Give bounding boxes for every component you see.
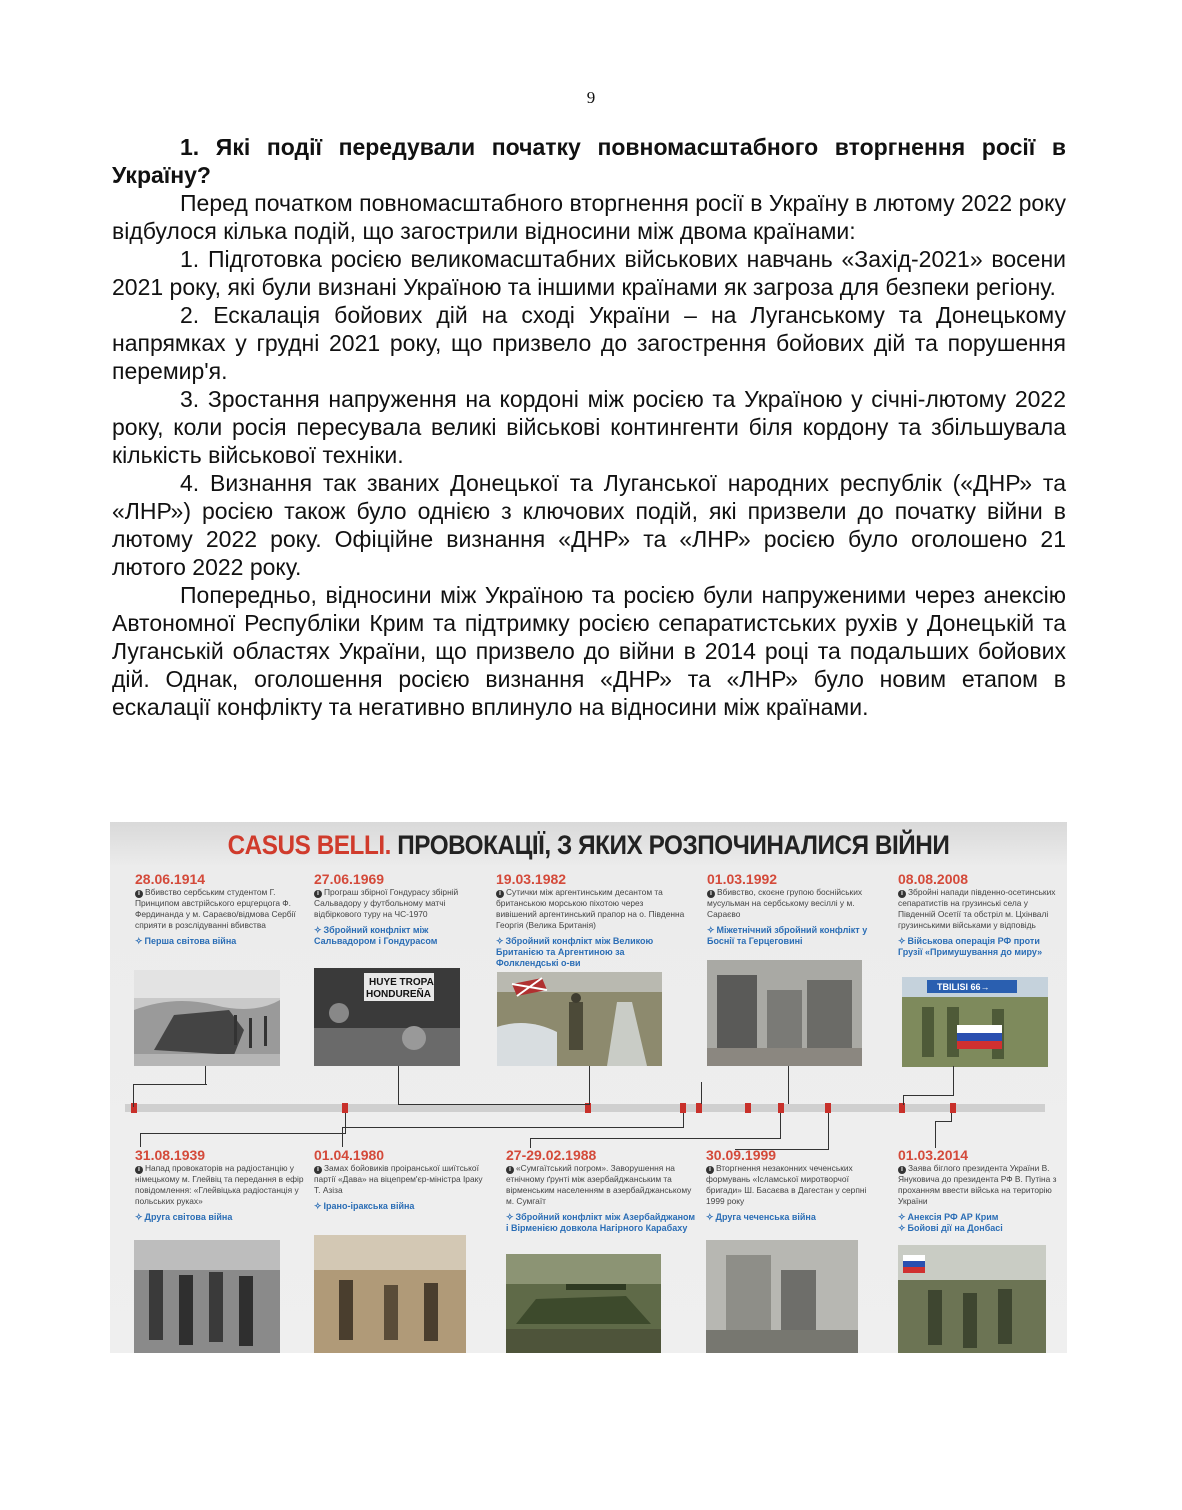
event-date: 08.08.2008 bbox=[898, 871, 969, 887]
paragraph-item-1: 1. Підготовка росією великомасштабних військових навчань «Захід-2021» восени 2021 року, які були визнані Україною та іншими країнами як загроза для безпеки регіону. bbox=[112, 246, 1066, 300]
svg-text:TBILISI 66→: TBILISI 66→ bbox=[937, 982, 990, 992]
photo-iran-iraq bbox=[314, 1235, 466, 1353]
event-description: i Вбивство, скоєне групою боснійських мусульман на сербському весіллі у м. Сараєво bbox=[707, 887, 863, 919]
tank-image bbox=[506, 1254, 661, 1353]
info-icon: i bbox=[707, 890, 715, 898]
photo-ww1-tank bbox=[134, 970, 280, 1066]
diamond-icon: ✧ bbox=[135, 936, 143, 946]
infographic-title-main: ПРОВОКАЦІЇ, З ЯКИХ РОЗПОЧИНАЛИСЯ ВІЙНИ bbox=[390, 830, 950, 860]
info-icon: i bbox=[506, 1166, 514, 1174]
conflict-label: ✧ Ірано-іракська війна bbox=[314, 1201, 415, 1211]
svg-text:HUYE TROPA: HUYE TROPA bbox=[369, 977, 434, 988]
event-date: 31.08.1939 bbox=[135, 1147, 206, 1163]
event-date: 01.03.2014 bbox=[898, 1147, 969, 1163]
connector-line bbox=[788, 1066, 790, 1104]
document-body bbox=[112, 133, 1066, 721]
conflict-label: ✧ Збройний конфлікт між Великою Британією та Аргентиною за Фолклендські о-ви bbox=[496, 936, 654, 968]
connector-line bbox=[140, 1113, 346, 1134]
event-date: 01.03.1992 bbox=[707, 871, 778, 887]
info-icon: i bbox=[898, 1166, 906, 1174]
connector-line bbox=[701, 1082, 703, 1104]
timeline-tick bbox=[342, 1103, 348, 1113]
connector-line bbox=[903, 1095, 954, 1105]
connector-line bbox=[951, 1113, 953, 1121]
event-1969 bbox=[314, 872, 489, 947]
paragraph-item-4: 4. Визнання так званих Донецької та Луганської народних республік («ДНР» та «ЛНР») росією також було однією з ключових подій, які призвели до початку війни в лютому 2022 року. Офіційне визнання «ДНР» та «ЛНР» росією було оголошено 21 лютого 2022 року. bbox=[112, 470, 1066, 580]
photo-georgia bbox=[902, 977, 1048, 1067]
info-icon: i bbox=[706, 1166, 714, 1174]
info-icon: i bbox=[135, 1166, 143, 1174]
diamond-icon: ✧ bbox=[707, 925, 715, 935]
event-2008 bbox=[898, 872, 1063, 958]
ruined-buildings-image bbox=[707, 960, 862, 1066]
conflict-label: ✧ Збройний конфлікт між Азербайджаном і Вірменією довкола Нагірного Карабаху bbox=[506, 1212, 696, 1233]
infographic-title-accent: CASUS BELLI. bbox=[227, 830, 391, 860]
photo-crimea bbox=[898, 1245, 1046, 1353]
photo-karabakh bbox=[506, 1254, 661, 1353]
falklands-image bbox=[497, 972, 662, 1066]
svg-text:HONDUREÑA: HONDUREÑA bbox=[366, 989, 431, 1000]
grozny-ruins-image bbox=[706, 1240, 858, 1353]
event-1914 bbox=[135, 872, 310, 947]
event-1939 bbox=[135, 1148, 310, 1223]
event-date: 27-29.02.1988 bbox=[506, 1147, 597, 1163]
photo-ww2 bbox=[134, 1240, 280, 1353]
event-description: i Збройні напади південно-осетинських сепаратистів на грузинські села у Південній Осетії та обстріл м. Цхінвалі грузинськими військами у відповідь bbox=[898, 887, 1056, 930]
photo-bosnia bbox=[707, 960, 862, 1066]
desert-soldiers-image bbox=[314, 1235, 466, 1353]
conflict-label: ✧ Друга чеченська війна bbox=[706, 1212, 816, 1222]
timeline-tick bbox=[745, 1103, 751, 1113]
photo-falklands bbox=[497, 972, 662, 1066]
diamond-icon: ✧ bbox=[314, 925, 322, 935]
timeline-tick bbox=[778, 1103, 784, 1113]
connector-line bbox=[953, 1066, 955, 1096]
event-1992 bbox=[707, 872, 882, 947]
tank-image bbox=[134, 970, 280, 1066]
info-icon: i bbox=[314, 890, 322, 898]
casus-belli-infographic bbox=[110, 822, 1067, 1353]
info-icon: i bbox=[314, 1166, 322, 1174]
photo-chechnya bbox=[706, 1240, 858, 1353]
diamond-icon: ✧ bbox=[898, 936, 906, 946]
event-description: i Заява біглого президента України В. Януковича до президента РФ В. Путіна з проханням ввести війська на територію України bbox=[898, 1163, 1057, 1206]
diamond-icon: ✧ bbox=[135, 1212, 143, 1222]
connector-line bbox=[342, 1127, 344, 1147]
conflict-label: ✧ Перша світова війна bbox=[135, 936, 237, 946]
diamond-icon: ✧ bbox=[506, 1212, 514, 1222]
diamond-icon: ✧ bbox=[496, 936, 504, 946]
timeline-tick bbox=[696, 1103, 702, 1113]
event-description: i Напад провокаторів на радіостанцію у німецькому м. Глейвіц та передання в ефір повідомлення: «Глейвіцька радіостанція у польських руках» bbox=[135, 1163, 304, 1206]
event-date: 27.06.1969 bbox=[314, 871, 385, 887]
diamond-icon: ✧ bbox=[898, 1223, 906, 1233]
event-1988 bbox=[506, 1148, 696, 1234]
paragraph-item-3: 3. Зростання напруження на кордоні між росією та Україною у січні-лютому 2022 року, коли росія пересувала великі військові контингенти біля кордону та збільшувала кількість військової техніки. bbox=[112, 386, 1066, 468]
conflict-label: ✧ Друга світова війна bbox=[135, 1212, 233, 1222]
diamond-icon: ✧ bbox=[898, 1212, 906, 1222]
event-description: i Замах бойовиків проіранської шиїтської партії «Дава» на віцепрем'єр-міністра Іраку Т. Азіза bbox=[314, 1163, 483, 1195]
conflict-label: ✧ Анексія РФ АР Крим bbox=[898, 1212, 999, 1222]
tbilisi-sign-image bbox=[902, 977, 1048, 1067]
event-date: 30.09.1999 bbox=[706, 1147, 777, 1163]
paragraph-item-2: 2. Ескалація бойових дій на сході України – на Луганському та Донецькому напрямках у грудні 2021 року, що призвело до загострення бойових дій та порушення перемир'я. bbox=[112, 302, 1066, 384]
conflict-label: ✧ Бойові дії на Донбасі bbox=[898, 1223, 1003, 1233]
diamond-icon: ✧ bbox=[314, 1201, 322, 1211]
event-date: 28.06.1914 bbox=[135, 871, 206, 887]
conflict-label: ✧ Військова операція РФ проти Грузії «Примушування до миру» bbox=[898, 936, 1043, 957]
event-1980 bbox=[314, 1148, 489, 1212]
timeline-tick bbox=[825, 1103, 831, 1113]
event-date: 01.04.1980 bbox=[314, 1147, 385, 1163]
infographic-title bbox=[158, 830, 1019, 861]
event-description: i Програш збірної Гондурасу збірній Сальвадору у футбольному матчі відбіркового туру на ЧС-1970 bbox=[314, 887, 459, 919]
event-description: i Вторгнення незаконних чеченських формувань «Ісламської миротворчої бригади» Ш. Басаєва в Дагестан у серпні 1999 року bbox=[706, 1163, 867, 1206]
section-heading: 1. Які події передували початку повномасштабного вторгнення росії в Україну? bbox=[112, 134, 1066, 188]
info-icon: i bbox=[496, 890, 504, 898]
event-1982 bbox=[496, 872, 686, 969]
crimea-soldiers-image bbox=[898, 1245, 1046, 1353]
page-number: 9 bbox=[586, 88, 596, 107]
event-2014 bbox=[898, 1148, 1066, 1234]
photo-honduras bbox=[314, 968, 460, 1066]
paragraph-conclusion: Попередньо, відносини між Україною та росією були напруженими через анексію Автономної Республіки Крим та підтримку росією сепаратистських рухів у Донецькій та Луганській областях України, що призвело до війни в 2014 році та подальших бойових дій. Однак, оголошення росією визнання «ДНР» та «ЛНР» було новим етапом в ескалації конфлікту та негативно вплинуло на відносини між країнами. bbox=[112, 582, 1066, 720]
event-date: 19.03.1982 bbox=[496, 871, 567, 887]
event-1999 bbox=[706, 1148, 881, 1223]
diamond-icon: ✧ bbox=[706, 1212, 714, 1222]
timeline-tick bbox=[680, 1103, 686, 1113]
event-description: i Вбивство сербським студентом Г. Принципом австрійського ерцгерцога Ф. Фердинанда у м. Сараєво/відмова Сербії сприяти в розслідуванні вбивства bbox=[135, 887, 296, 930]
event-description: i Сутички між аргентинським десантом та британською морською піхотою через вивішений аргентинський прапор на о. Південна Георгія (Велика Британія) bbox=[496, 887, 685, 930]
paragraph-intro: Перед початком повномасштабного вторгнення росії в Україну в лютому 2022 року відбулося кілька подій, що загострили відносини між двома країнами: bbox=[112, 190, 1066, 244]
honduras-collage-image bbox=[314, 968, 460, 1066]
info-icon: i bbox=[135, 890, 143, 898]
conflict-label: ✧ Міжетнічний збройний конфлікт у Боснії та Герцеговині bbox=[707, 925, 868, 946]
ww2-soldiers-image bbox=[134, 1240, 280, 1353]
connector-line bbox=[935, 1121, 952, 1148]
info-icon: i bbox=[898, 890, 906, 898]
conflict-label: ✧ Збройний конфлікт між Сальвадором і Гондурасом bbox=[314, 925, 438, 946]
connector-line bbox=[398, 1066, 590, 1105]
connector-line bbox=[133, 1084, 207, 1107]
connector-line bbox=[140, 1133, 142, 1147]
connector-line bbox=[735, 1113, 829, 1150]
connector-line bbox=[205, 1066, 207, 1084]
event-description: i «Сумгаїтський погром». Заворушення на етнічному ґрунті між азербайджанським та вірменським населенням в азербайджанському м. Сумгаїт bbox=[506, 1163, 692, 1206]
